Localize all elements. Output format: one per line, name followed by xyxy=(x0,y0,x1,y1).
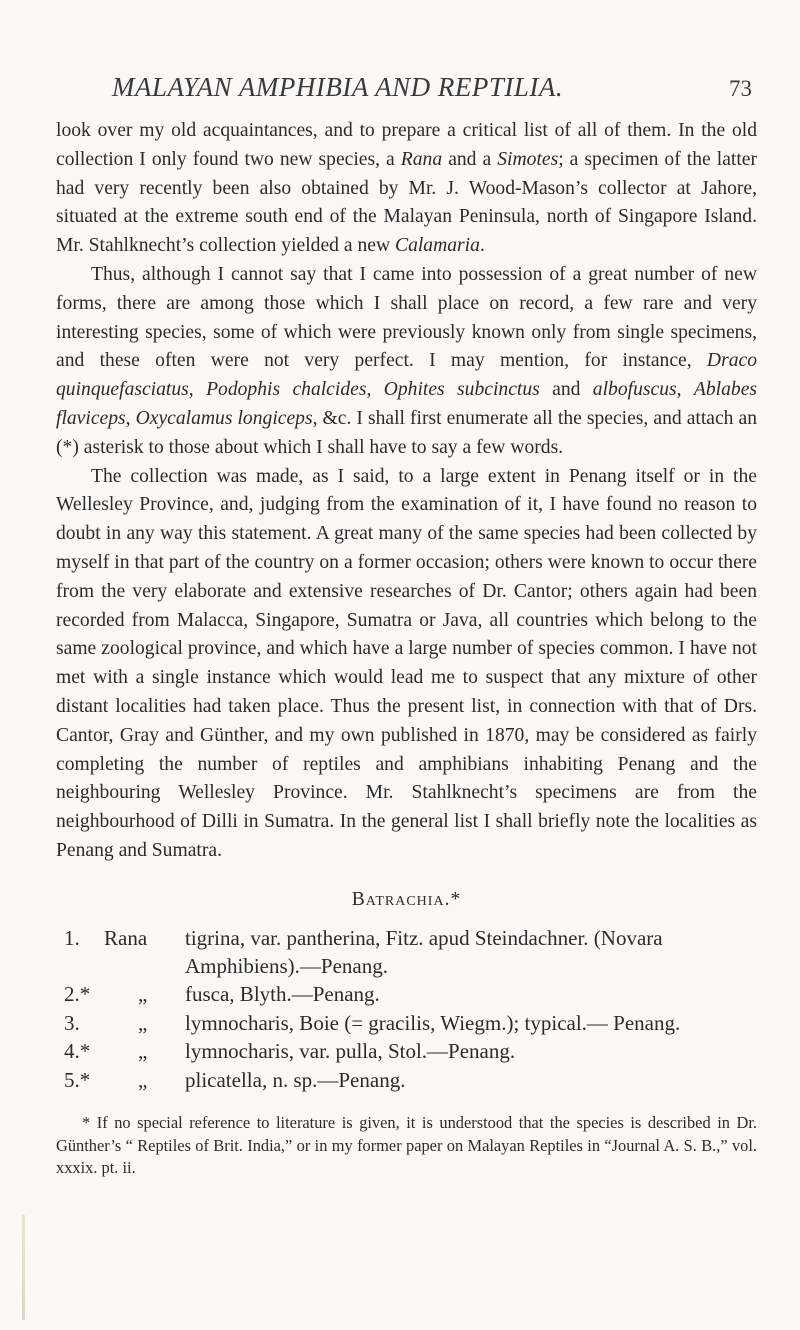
taxon-simotes: Simotes xyxy=(497,148,559,170)
p2-sep-4: , xyxy=(676,379,694,401)
running-title: MALAYAN AMPHIBIA AND REPTILIA. xyxy=(112,72,564,102)
taxon-rana: Rana xyxy=(400,148,443,170)
species-entry xyxy=(56,1009,757,1037)
entry-number: 1. xyxy=(64,925,80,950)
entry-number: 5.* xyxy=(64,1067,91,1092)
species-entry xyxy=(56,1066,757,1094)
entry-ditto-mark: „ xyxy=(138,1039,148,1064)
p1-text-2: and a xyxy=(442,148,498,170)
taxon-draco: Draco quinquefasciatus xyxy=(56,350,757,401)
p2-sep-5: , xyxy=(125,407,136,429)
species-entry xyxy=(56,924,757,981)
entry-ditto-mark: „ xyxy=(138,1067,148,1092)
p2-sep-1: , xyxy=(188,379,207,401)
entry-ditto-mark: „ xyxy=(138,982,148,1007)
taxon-ophites: Ophites subcinctus xyxy=(383,379,540,401)
taxon-calamaria: Calamaria xyxy=(395,235,480,257)
p1-text-4: . xyxy=(479,235,485,257)
p2-text-2: , &c. I shall first enumerate all the species, and attach an (*) asterisk to those about which I shall have to say a few words. xyxy=(56,407,758,458)
taxon-oxycalamus: Oxycalamus longiceps xyxy=(135,407,313,429)
p1-text-1: look over my old acquaintances, and to prepare a critical list of all of them. In the old collection I only found two new species, a xyxy=(56,120,757,170)
entry-number: 3. xyxy=(64,1010,80,1035)
entry-number: 4.* xyxy=(64,1039,91,1064)
paragraph-1 xyxy=(56,117,757,261)
taxon-podophis: Podophis chalcides xyxy=(206,379,367,401)
footnote: * If no special reference to literature is given, it is understood that the species is described in Dr. Günther’s “ Reptiles of Brit. India,” or in my former paper on Malayan Reptiles in “Journal A. S. B.,” vol. xxxix. pt. ii. xyxy=(56,1112,757,1178)
page-number: 73 xyxy=(729,76,752,101)
running-head xyxy=(112,72,752,112)
entry-genus: Rana xyxy=(104,925,148,950)
taxon-albofuscus: albofuscus xyxy=(592,379,677,401)
taxon-ablabes: Ablabes flaviceps xyxy=(56,379,758,429)
page-edge-mark xyxy=(22,1215,25,1320)
entry-ditto-mark: „ xyxy=(138,1010,148,1035)
species-entry xyxy=(56,980,757,1008)
p2-sep-2: , xyxy=(366,379,384,401)
p2-text-1: Thus, although I cannot say that I came into possession of a great number of new forms, there are among those which I shall place on record, a few rare and very interesting species, some of which were previously known only from single specimens, and these often were not very perfect. I may mention, for instance, xyxy=(56,263,757,372)
entry-text: lymnocharis, Boie (= gracilis, Wiegm.); typical.— Penang. xyxy=(185,1010,681,1035)
body-text xyxy=(56,117,757,1196)
paragraph-3: The collection was made, as I said, to a large extent in Penang itself or in the Wellesley Province, and, judging from the examination of it, I have found no reason to doubt in any way this statement. A great many of the same species had been collected by myself in that part of the country on a former occasion; others were known to occur there from the very elaborate and extensive researches of Dr. Cantor; others again had been recorded from Malacca, Singapore, Sumatra or Java, all countries which belong to the same zoological province, and which have a large number of species common. I have not met with a single instance which would lead me to suspect that any mixture of other distant localities had taken place. Thus the present list, in connection with that of Drs. Cantor, Gray and Günther, and my own published in 1870, may be considered as fairly completing the number of reptiles and amphibians inhabiting Penang and the neighbouring Wellesley Province. Mr. Stahlknecht’s specimens are from the neighbourhood of Dilli in Sumatra. In the general list I shall briefly note the localities as Penang and Sumatra. xyxy=(56,465,757,861)
entry-text: lymnocharis, var. pulla, Stol.—Penang. xyxy=(185,1039,516,1064)
species-list xyxy=(56,924,757,1094)
p2-sep-3: and xyxy=(539,379,593,401)
p1-text-3: ; a specimen of the latter had very recently been also obtained by Mr. J. Wood-Mason’s collector at Jahore, situated at the extreme south end of the Malayan Peninsula, north of Singapore Island. Mr. Stahlknecht’s collection yielded a new xyxy=(56,148,758,257)
paragraph-2 xyxy=(56,261,757,463)
section-heading: Batrachia.* xyxy=(351,888,462,910)
entry-text: fusca, Blyth.—Penang. xyxy=(185,982,380,1007)
entry-text: plicatella, n. sp.—Penang. xyxy=(185,1067,406,1092)
entry-number: 2.* xyxy=(64,982,91,1007)
species-entry xyxy=(56,1037,757,1065)
entry-text: tigrina, var. pantherina, Fitz. apud Steindachner. (Novara Amphibiens).—Penang. xyxy=(185,925,663,978)
